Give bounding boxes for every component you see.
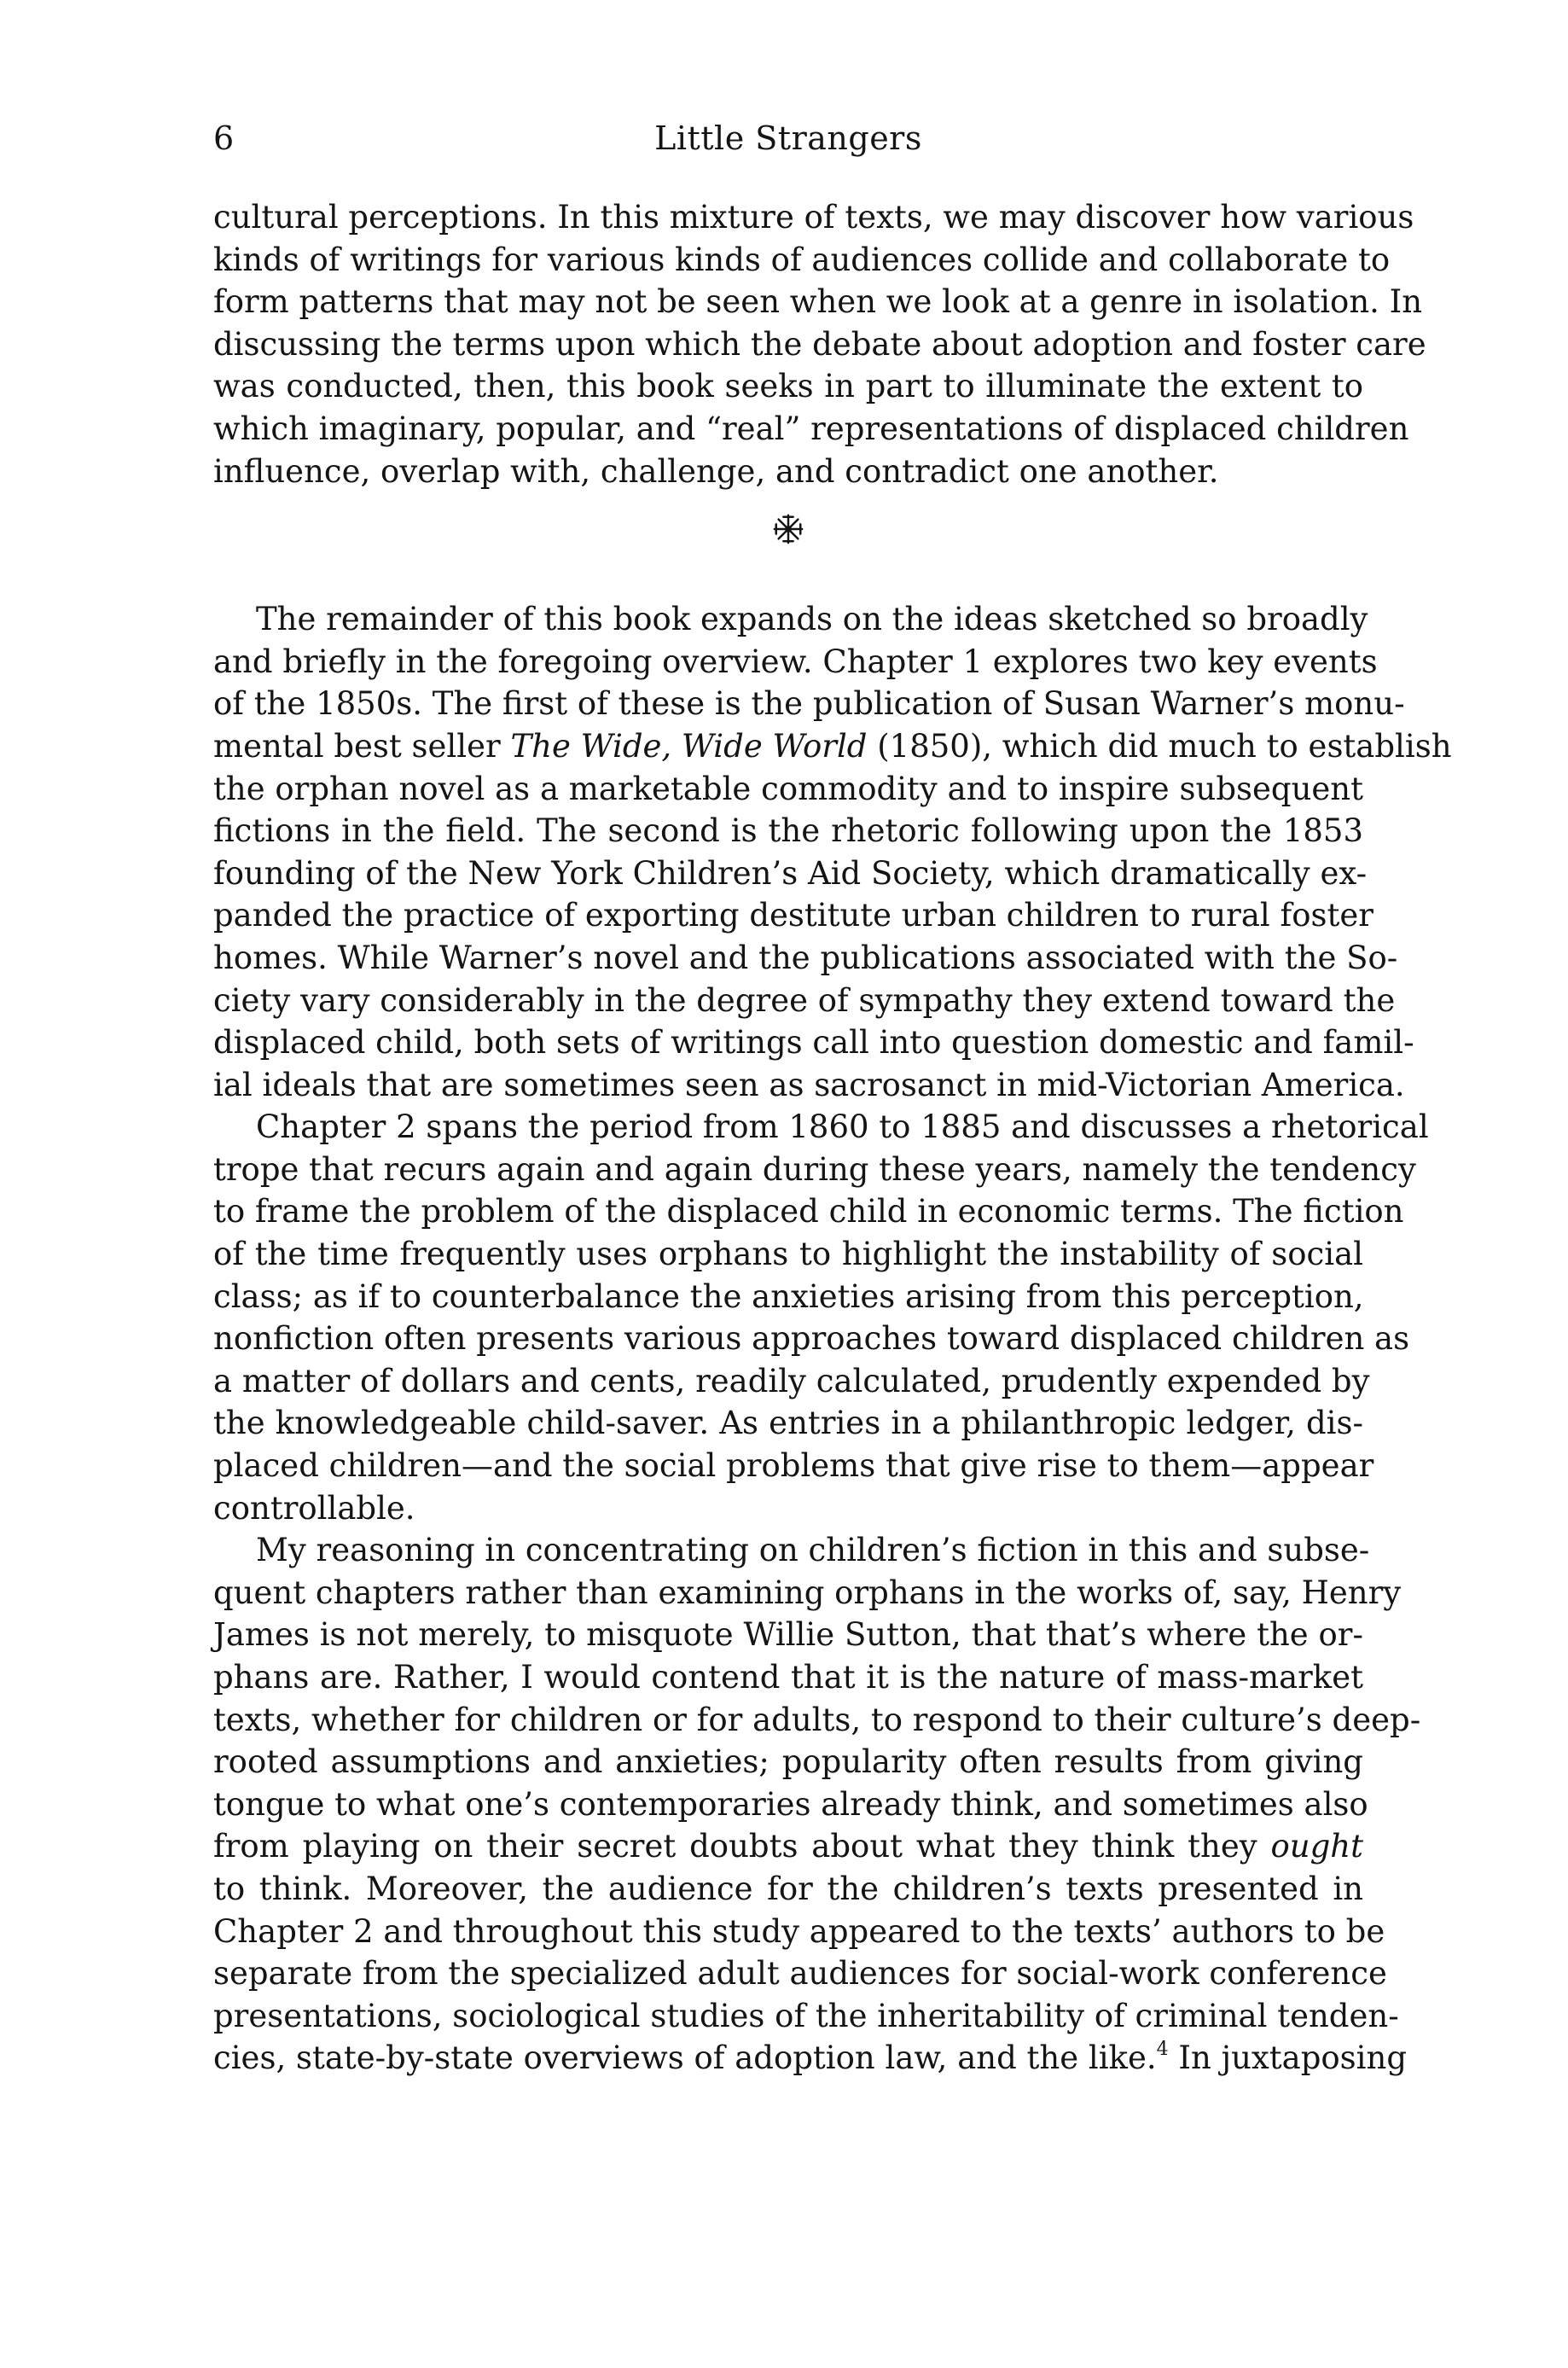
text-run: cies, state-by-state overviews of adoption law, and the like. (213, 2039, 1157, 2077)
text-line: a matter of dollars and cents, readily calculated, prudently expended by (213, 1362, 1370, 1399)
book-title: The Wide, Wide World (510, 727, 868, 765)
text-line: panded the practice of exporting destitute urban children to rural foster (213, 897, 1373, 934)
paragraph-4 (213, 1529, 1421, 2080)
running-title: Little Strangers (654, 119, 922, 157)
text-line: displaced child, both sets of writings call into question domestic and famil- (213, 1024, 1414, 1062)
ornament-icon (772, 513, 804, 545)
text-line: Chapter 2 and throughout this study appeared to the texts’ authors to be (213, 1912, 1385, 1950)
text-run: In juxtaposing (1168, 2039, 1408, 2077)
paragraph-1 (213, 196, 1426, 492)
text-line: of the time frequently uses orphans to highlight the instability of social (213, 1236, 1363, 1273)
text-line (213, 725, 1452, 768)
text-line: ciety vary considerably in the degree of sympathy they extend toward the (213, 981, 1396, 1019)
text-line: nonfiction often presents various approaches toward displaced children as (213, 1320, 1410, 1358)
text-line: was conducted, then, this book seeks in part to illuminate the extent to (213, 368, 1363, 405)
text-line: My reasoning in concentrating on children’s fiction in this and subse- (256, 1532, 1370, 1569)
text-line (213, 2037, 1408, 2080)
text-line: phans are. Rather, I would contend that it is the nature of mass-market (213, 1659, 1363, 1696)
text-line: class; as if to counterbalance the anxieties arising from this perception, (213, 1277, 1364, 1315)
text-line: rooted assumptions and anxieties; popularity often results from giving (213, 1743, 1363, 1781)
text-line: to frame the problem of the displaced child in economic terms. The fiction (213, 1193, 1404, 1231)
text-line: tongue to what one’s contemporaries already think, and sometimes also (213, 1785, 1368, 1823)
emphasis: ought (1270, 1828, 1363, 1865)
paragraph-3 (213, 1106, 1429, 1529)
body-text (213, 196, 1452, 2080)
text-line: placed children—and the social problems that give rise to them—appear (213, 1447, 1374, 1485)
text-line: cultural perceptions. In this mixture of texts, we may discover how various (213, 199, 1414, 236)
text-run: mental best seller (213, 727, 511, 765)
text-line: quent chapters rather than examining orphans in the works of, say, Henry (213, 1574, 1402, 1611)
footnote-marker[interactable]: 4 (1156, 2039, 1169, 2061)
text-run: (1850), which did much to establish (867, 727, 1452, 765)
page-number: 6 (213, 119, 235, 157)
text-line (213, 1825, 1363, 1868)
section-break (213, 492, 1363, 598)
text-line: influence, overlap with, challenge, and contradict one another. (213, 452, 1219, 490)
text-run: from playing on their secret doubts about what they think they (213, 1828, 1271, 1865)
text-line: presentations, sociological studies of the inheritability of criminal tenden- (213, 1997, 1399, 2034)
text-line: homes. While Warner’s novel and the publications associated with the So- (213, 939, 1398, 976)
text-line: James is not merely, to misquote Willie Sutton, that that’s where the or- (213, 1616, 1363, 1654)
text-line: to think. Moreover, the audience for the children’s texts presented in (213, 1870, 1363, 1907)
text-line: trope that recurs again and again during these years, namely the tendency (213, 1150, 1416, 1188)
text-line: The remainder of this book expands on the ideas sketched so broadly (256, 601, 1368, 638)
text-line: which imaginary, popular, and “real” representations of displaced children (213, 410, 1409, 447)
text-line: form patterns that may not be seen when we look at a genre in isolation. In (213, 283, 1423, 321)
text-line: the orphan novel as a marketable commodity and to inspire subsequent (213, 770, 1363, 807)
text-line: of the 1850s. The first of these is the publication of Susan Warner’s monu- (213, 685, 1405, 723)
text-line: ial ideals that are sometimes seen as sacrosanct in mid-Victorian America. (213, 1066, 1405, 1103)
text-line: fictions in the field. The second is the rhetoric following upon the 1853 (213, 812, 1363, 850)
text-line: controllable. (213, 1489, 415, 1527)
text-line: discussing the terms upon which the debate about adoption and foster care (213, 325, 1426, 363)
running-head (213, 114, 1363, 162)
text-line: the knowledgeable child-saver. As entries in a philanthropic ledger, dis- (213, 1405, 1363, 1442)
paragraph-2 (213, 598, 1452, 1106)
text-line: founding of the New York Children’s Aid Society, which dramatically ex- (213, 854, 1368, 892)
text-line: and briefly in the foregoing overview. Chapter 1 explores two key events (213, 643, 1378, 680)
text-line: Chapter 2 spans the period from 1860 to 1885 and discusses a rhetorical (256, 1108, 1429, 1146)
text-line: separate from the specialized adult audiences for social-work conference (213, 1955, 1387, 1993)
text-line: texts, whether for children or for adults, to respond to their culture’s deep- (213, 1701, 1421, 1738)
text-line: kinds of writings for various kinds of audiences collide and collaborate to (213, 241, 1391, 278)
